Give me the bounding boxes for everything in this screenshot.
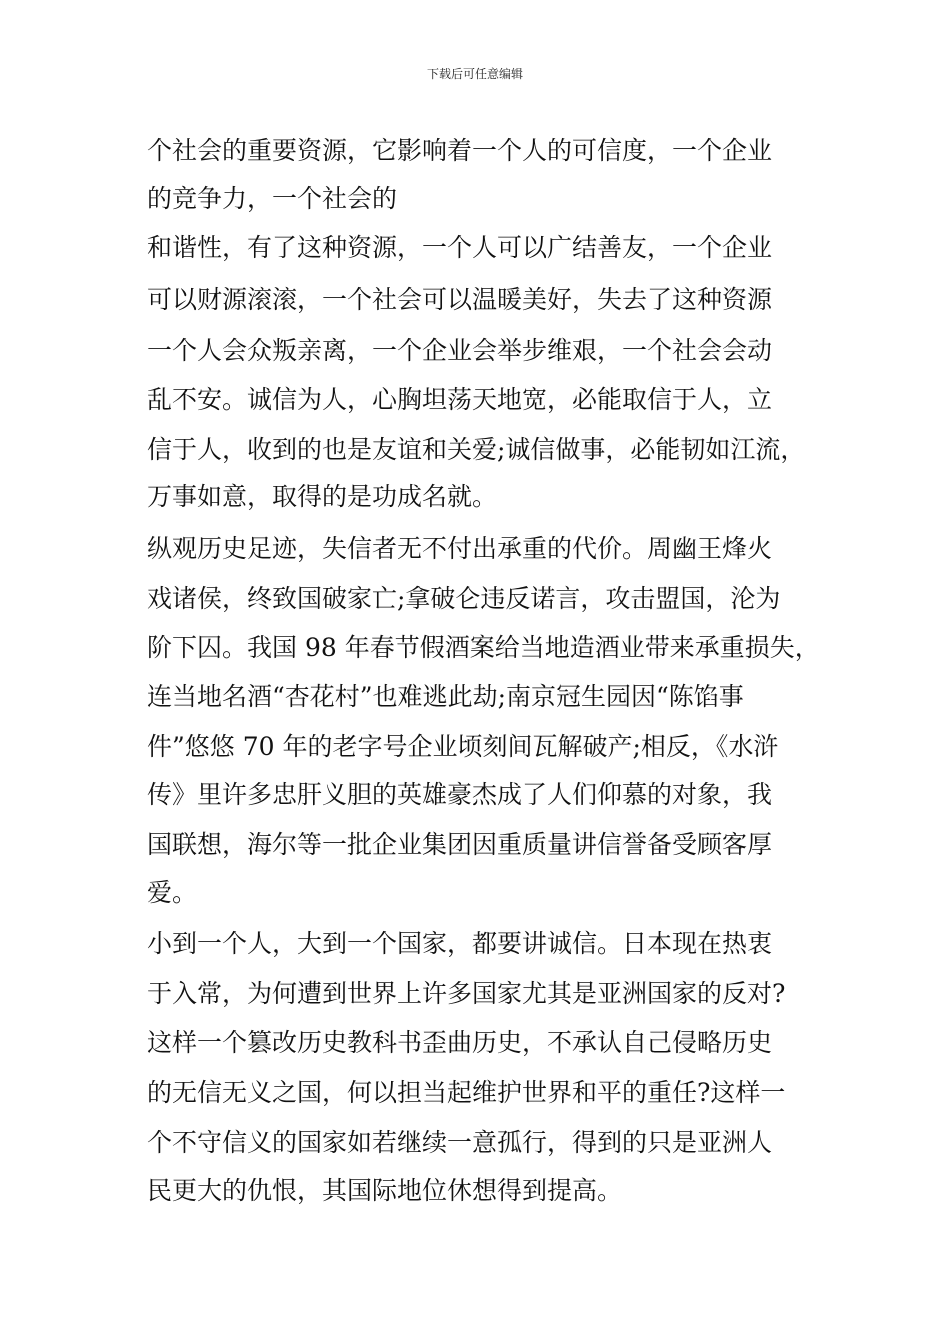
text-line: 小到一个人，大到一个国家，都要讲诚信。日本现在热衷 [147,929,773,958]
text-line: 爱。 [147,878,198,907]
text-line: 戏诸侯，终致国破家亡;拿破仑违反诺言，攻击盟国，沦为 [147,584,781,613]
text-line: 连当地名酒“杏花村”也难逃此劫;南京冠生园因“陈馅事 [147,682,744,711]
page-header: 下载后可任意编辑 [426,67,523,81]
text-line: 万事如意，取得的是功成名就。 [147,482,498,511]
text-line: 信于人，收到的也是友谊和关爱;诚信做事，必能韧如江流， [147,435,806,464]
text-line: 的无信无义之国，何以担当起维护世界和平的重任?这样一 [147,1078,786,1107]
text-line: 传》里许多忠肝义胆的英雄豪杰成了人们仰慕的对象，我 [147,780,773,809]
text-line: 这样一个篡改历史教科书歪曲历史，不承认自己侵略历史 [147,1028,773,1057]
text-line: 乱不安。诚信为人，心胸坦荡天地宽，必能取信于人，立 [147,385,773,414]
text-line: 于入常，为何遭到世界上许多国家尤其是亚洲国家的反对? [147,979,786,1008]
text-line: 件”悠悠 70 年的老字号企业顷刻间瓦解破产;相反，《水浒 [147,732,779,761]
text-line: 纵观历史足迹，失信者无不付出承重的代价。周幽王烽火 [147,534,773,563]
text-line: 和谐性，有了这种资源，一个人可以广结善友，一个企业 [147,233,773,262]
text-line: 个社会的重要资源，它影响着一个人的可信度，一个企业 [147,136,773,165]
text-line: 的竞争力，一个社会的 [147,184,398,213]
text-line: 可以财源滚滚，一个社会可以温暖美好，失去了这种资源 [147,285,773,314]
text-line: 个不守信义的国家如若继续一意孤行，得到的只是亚洲人 [147,1128,773,1157]
text-line: 国联想，海尔等一批企业集团因重质量讲信誉备受顾客厚 [147,830,773,859]
text-line: 民更大的仇恨，其国际地位休想得到提高。 [147,1176,623,1205]
text-line: 阶下囚。我国 98 年春节假酒案给当地造酒业带来承重损失， [147,633,820,662]
text-line: 一个人会众叛亲离，一个企业会举步维艰，一个社会会动 [147,336,773,365]
